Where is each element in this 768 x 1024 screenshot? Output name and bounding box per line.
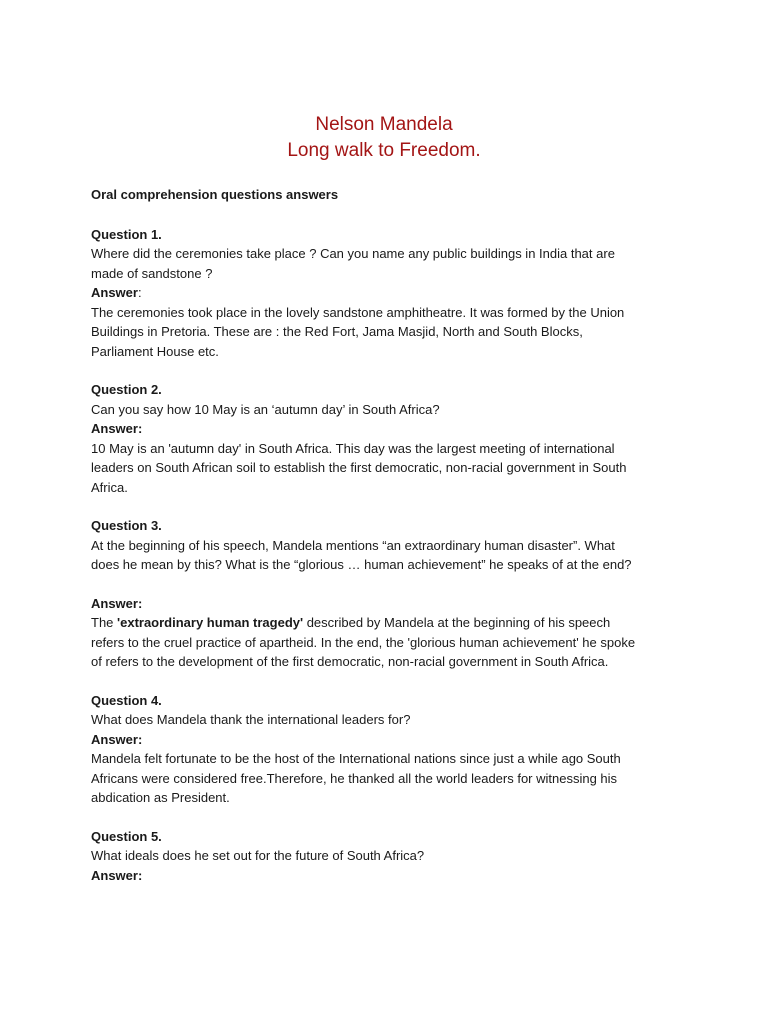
question-text-line: does he mean by this? What is the “glorious … human achievement” he speaks of at the end?: [91, 557, 632, 572]
qa-block-5: [91, 827, 691, 886]
answer-label: Answer: [91, 285, 138, 300]
paragraph-spacer: [91, 575, 691, 594]
answer-text-line: 10 May is an 'autumn day' in South Africa. This day was the largest meeting of international: [91, 440, 615, 456]
answer-label: Answer:: [91, 595, 143, 611]
question-text-line: At the beginning of his speech, Mandela mentions “an extraordinary human disaster”. What: [91, 537, 615, 553]
question-label: Question 3.: [91, 518, 162, 533]
question-label: Question 5.: [91, 828, 162, 844]
question-text-line: Can you say how 10 May is an ‘autumn day’ in South Africa?: [91, 401, 440, 417]
question-label: Question 2.: [91, 382, 162, 397]
answer-text-line: Africans were considered free.Therefore, he thanked all the world leaders for witnessing his: [91, 770, 618, 786]
answer-text-line: abdication as President.: [91, 790, 230, 805]
question-text-line: made of sandstone ?: [91, 265, 213, 281]
answer-label-line: [91, 283, 691, 303]
answer-text-line: of refers to the development of the first democratic, non-racial government in South Africa.: [91, 654, 609, 669]
qa-block-4: [91, 691, 691, 808]
answer-text-line: Parliament House etc.: [91, 343, 219, 359]
answer-text-line: [91, 613, 691, 633]
question-text-line: Where did the ceremonies take place ? Can you name any public buildings in India that are: [91, 246, 615, 261]
question-text-line: What ideals does he set out for the future of South Africa?: [91, 848, 425, 863]
question-label: Question 1.: [91, 226, 162, 242]
answer-emphasis: 'extraordinary human tragedy': [117, 615, 304, 630]
answer-text-line: Buildings in Pretoria. These are : the Red Fort, Jama Masjid, North and South Blocks,: [91, 324, 583, 339]
question-text-line: What does Mandela thank the international leaders for?: [91, 712, 411, 727]
answer-prefix: The: [91, 615, 118, 630]
title-block: [0, 112, 768, 164]
qa-block-3: [91, 516, 691, 672]
document-content: [91, 185, 691, 885]
document-subtitle: Long walk to Freedom.: [287, 140, 481, 161]
answer-text-line: The ceremonies took place in the lovely sandstone amphitheatre. It was formed by the Union: [91, 304, 625, 320]
answer-rest: described by Mandela at the beginning of his speech: [303, 615, 611, 630]
answer-text-line: Mandela felt fortunate to be the host of the International nations since just a while ago South: [91, 751, 621, 766]
qa-block-2: [91, 380, 691, 497]
answer-label-suffix: :: [137, 285, 142, 300]
answer-label: Answer:: [91, 421, 143, 436]
answer-label: Answer:: [91, 731, 143, 747]
qa-block-1: [91, 225, 691, 362]
answer-text-line: leaders on South African soil to establish the first democratic, non-racial government in South: [91, 460, 627, 475]
answer-text-line: Africa.: [91, 479, 128, 495]
section-heading: Oral comprehension questions answers: [91, 187, 339, 202]
answer-text-line: refers to the cruel practice of apartheid. In the end, the 'glorious human achievement' he spoke: [91, 634, 636, 650]
answer-label: Answer:: [91, 867, 143, 883]
document-title: Nelson Mandela: [315, 114, 453, 135]
question-label: Question 4.: [91, 692, 162, 708]
